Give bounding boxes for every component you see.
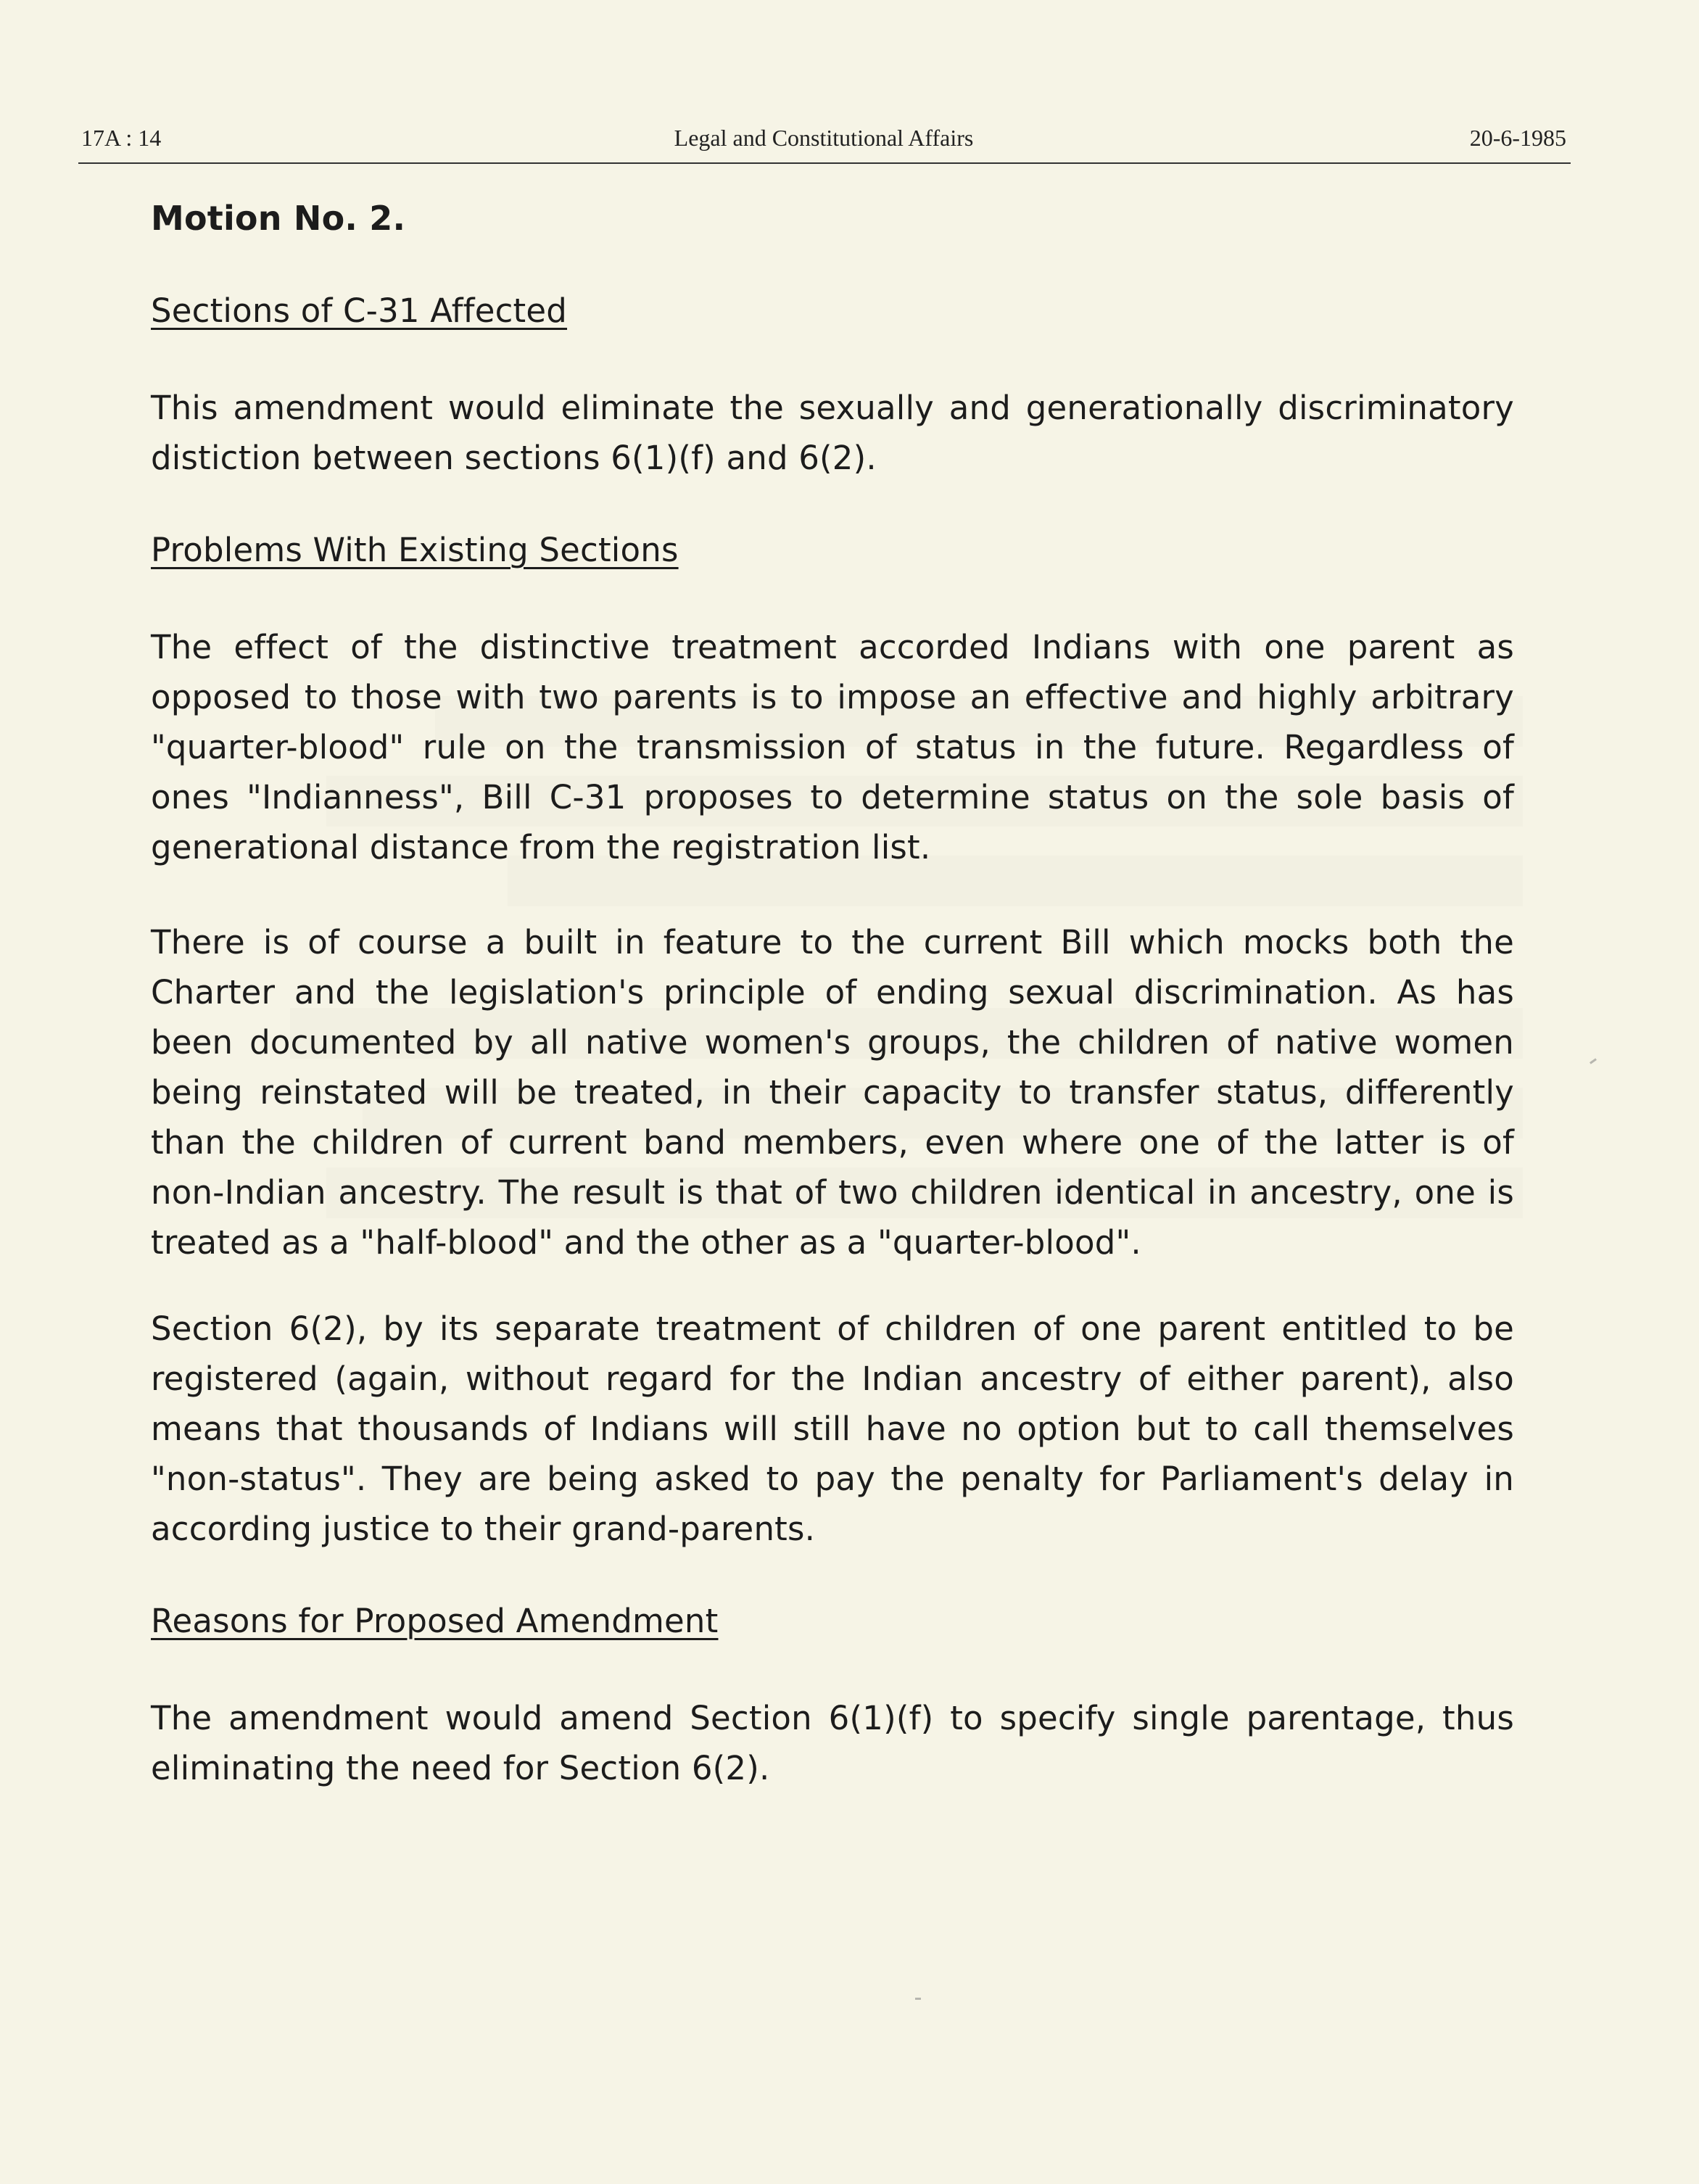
running-header (81, 125, 1566, 165)
paragraph-affected: This amendment would eliminate the sexually and generationally discriminatory distiction between sections 6(1)(f) and 6(2). (151, 389, 1514, 477)
header-date: 20-6-1985 (1469, 125, 1566, 151)
paragraph-problems-1: The effect of the distinctive treatment accorded Indians with one parent as opposed to those with two parents is to impose an effective and highly arbitrary "quarter-blood" rule on the transmission of status in the future. Regardless of ones "Indianness", Bill C-31 proposes to determine status on the sole basis of generational distance from the registration list. (151, 628, 1514, 866)
section-heading-problems: Problems With Existing Sections (151, 531, 679, 569)
paper-speck (915, 1998, 921, 2000)
paragraph-problems-2: There is of course a built in feature to the current Bill which mocks both the Charter and the legislation's principle of ending sexual discrimination. As has been documented by all native women's groups, the children of native women being reinstated will be treated, in their capacity to transfer status, differently than the children of current band members, even where one of the latter is of non-Indian ancestry. The result is that of two children identical in ancestry, one is treated as a "half-blood" and the other as a "quarter-blood". (151, 923, 1514, 1262)
section-heading-affected: Sections of C-31 Affected (151, 291, 568, 330)
page-body (151, 196, 1514, 1838)
paragraph-problems-3: Section 6(2), by its separate treatment of children of one parent entitled to be registered (again, without regard for the Indian ancestry of either parent), also means that thousands of Indians will still have no option but to call themselves "non-status". They are being asked to pay the penalty for Parliament's delay in according justice to their grand-parents. (151, 1310, 1514, 1548)
header-rule (78, 162, 1571, 164)
paragraph-reasons: The amendment would amend Section 6(1)(f) to specify single parentage, thus eliminating the need for Section 6(2). (151, 1699, 1514, 1787)
page-number: 17A : 14 (81, 125, 162, 151)
paper-speck (1590, 1058, 1597, 1064)
section-heading-reasons: Reasons for Proposed Amendment (151, 1602, 719, 1640)
motion-title: Motion No. 2. (151, 199, 406, 238)
publication-title: Legal and Constitutional Affairs (674, 125, 974, 151)
